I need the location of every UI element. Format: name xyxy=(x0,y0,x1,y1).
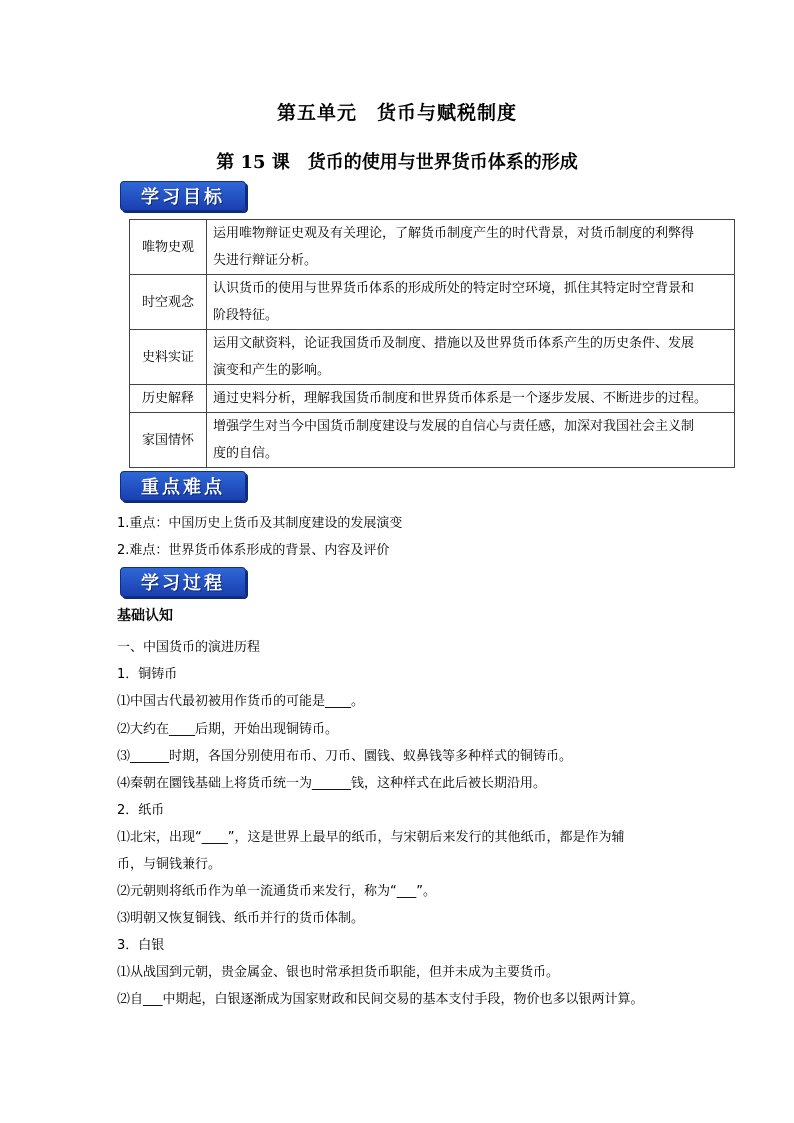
badge-learning-process xyxy=(120,567,246,597)
goal-value xyxy=(207,330,735,385)
badge-learning-goals xyxy=(120,181,246,211)
content-line: ⑷秦朝在圜钱基础上将货币统一为______钱，这种样式在此后被长期沿用。 xyxy=(117,776,547,791)
content-line: ⑵元朝则将纸币作为单一流通货币来发行，称为“___”。 xyxy=(117,884,436,899)
content-line: ⑵大约在____后期，开始出现铜铸币。 xyxy=(117,722,339,737)
badge-key-points xyxy=(120,471,246,501)
goal-key: 家国情怀 xyxy=(130,413,207,468)
key-point: 1.重点：中国历史上货币及其制度建设的发展演变 xyxy=(117,516,403,531)
goal-line: 度的自信。 xyxy=(213,446,279,461)
content-line: ⑴中国古代最初被用作货币的可能是____。 xyxy=(117,694,365,709)
goal-value xyxy=(207,385,735,413)
content-line: ⑴从战国到元朝，贵金属金、银也时常承担货币职能，但并未成为主要货币。 xyxy=(117,965,560,980)
lesson-title: 第 15 课 货币的使用与世界货币体系的形成 xyxy=(216,152,578,173)
content-line: 1．铜铸币 xyxy=(117,667,178,682)
table-row xyxy=(130,330,735,385)
goal-line: 阶段特征。 xyxy=(213,308,279,323)
goal-key: 史料实证 xyxy=(130,330,207,385)
goal-line: 增强学生对当今中国货币制度建设与发展的自信心与责任感，加深对我国社会主义制 xyxy=(213,419,695,434)
goal-line: 运用文献资料，论证我国货币及制度、措施以及世界货币体系产生的历史条件、发展 xyxy=(213,336,695,351)
unit-title: 第五单元 货币与赋税制度 xyxy=(276,102,517,124)
key-point: 2.难点：世界货币体系形成的背景、内容及评价 xyxy=(117,543,390,558)
badge-label: 重点难点 xyxy=(141,477,225,498)
content-line: ⑵自___中期起，白银逐渐成为国家财政和民间交易的基本支付手段，物价也多以银两计算。 xyxy=(117,992,644,1007)
content-line: 币，与铜钱兼行。 xyxy=(117,857,222,872)
goal-key: 历史解释 xyxy=(130,385,207,413)
content-line: 2．纸币 xyxy=(117,803,165,818)
goal-line: 演变和产生的影响。 xyxy=(213,363,331,378)
table-row xyxy=(130,385,735,413)
goal-value xyxy=(207,220,735,275)
goal-line: 失进行辩证分析。 xyxy=(213,253,318,268)
content-line: ⑶明朝又恢复铜钱、纸币并行的货币体制。 xyxy=(117,911,365,926)
goal-value xyxy=(207,413,735,468)
content-line: 一、中国货币的演进历程 xyxy=(117,640,261,655)
content-line: ⑶______时期，各国分别使用布币、刀币、圜钱、蚁鼻钱等多种样式的铜铸币。 xyxy=(117,749,573,764)
table-row xyxy=(130,413,735,468)
goal-key: 时空观念 xyxy=(130,275,207,330)
badge-label: 学习目标 xyxy=(141,187,225,208)
goal-line: 通过史料分析，理解我国货币制度和世界货币体系是一个逐步发展、不断进步的过程。 xyxy=(213,391,708,406)
goal-line: 运用唯物辩证史观及有关理论，了解货币制度产生的时代背景，对货币制度的利弊得 xyxy=(213,226,695,241)
goal-value xyxy=(207,275,735,330)
table-row xyxy=(130,275,735,330)
goal-key: 唯物史观 xyxy=(130,220,207,275)
badge-label: 学习过程 xyxy=(141,573,225,594)
content-line: 3．白银 xyxy=(117,938,165,953)
table-row xyxy=(130,220,735,275)
goals-table xyxy=(129,219,735,468)
section-heading: 基础认知 xyxy=(117,608,173,624)
content-line: ⑴北宋，出现“____”，这是世界上最早的纸币，与宋朝后来发行的其他纸币，都是作为辅 xyxy=(117,830,625,845)
goal-line: 认识货币的使用与世界货币体系的形成所处的特定时空环境，抓住其特定时空背景和 xyxy=(213,281,695,296)
